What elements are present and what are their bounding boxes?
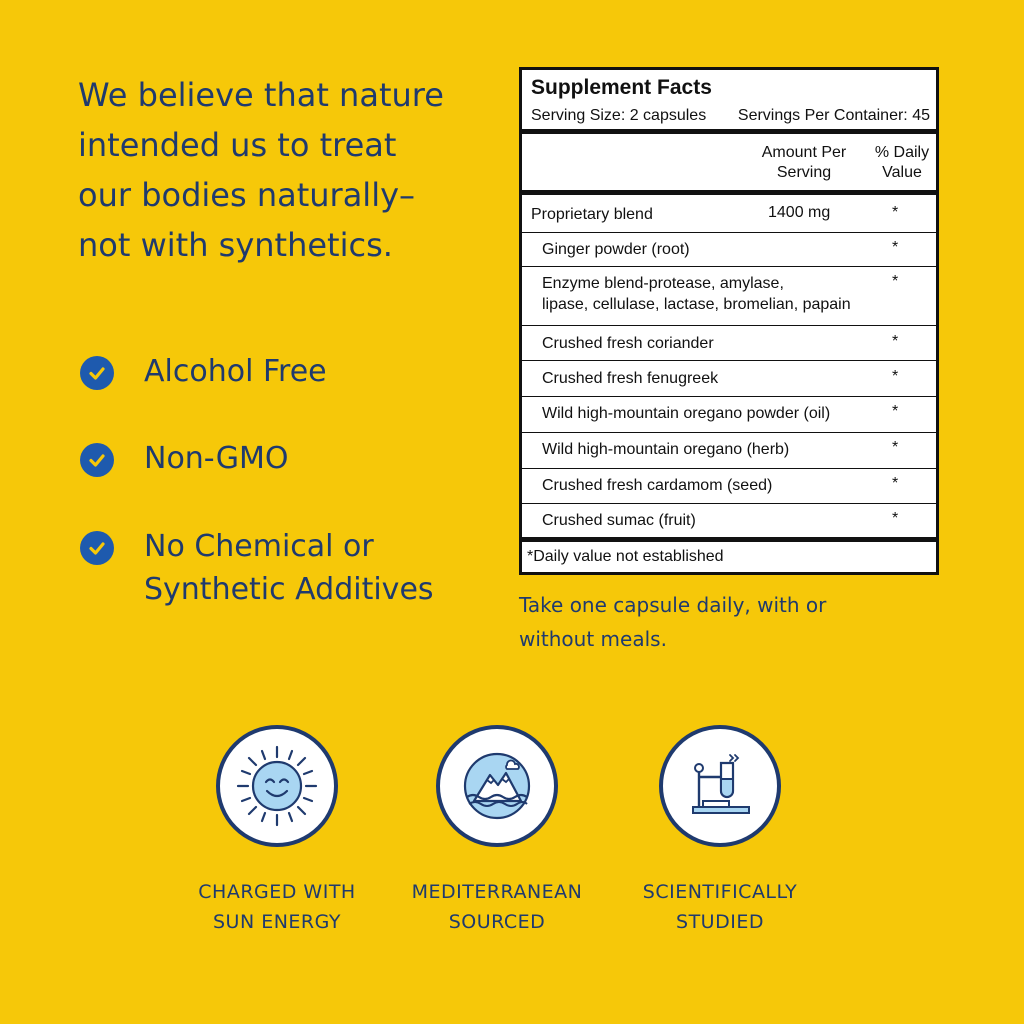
- ingredient-name-line: Enzyme blend-protease, amylase,: [542, 275, 784, 292]
- ingredient-name: Wild high-mountain oregano powder (oil): [542, 405, 831, 422]
- ingredient-daily-value: *: [892, 403, 899, 420]
- facts-divider: [522, 396, 936, 397]
- facts-divider: [522, 432, 936, 433]
- badge-label: [177, 877, 377, 937]
- facts-divider: [522, 503, 936, 504]
- headline-line: We believe that nature: [78, 76, 444, 114]
- supplement-facts-panel: [519, 67, 939, 575]
- feature-label: [144, 525, 434, 611]
- badge-label: [397, 877, 597, 937]
- feature-label-line: Non-GMO: [144, 441, 289, 476]
- badge-sun-energy: [177, 725, 377, 937]
- ingredient-name: Crushed fresh cardamom (seed): [542, 477, 773, 494]
- badge-mediterranean: [397, 725, 597, 937]
- ingredient-daily-value: *: [892, 439, 899, 456]
- headline-line: not with synthetics.: [78, 226, 393, 264]
- badge-label-line: SCIENTIFICALLY: [642, 881, 798, 903]
- ingredient-name: Wild high-mountain oregano (herb): [542, 441, 790, 458]
- badge-label-line: STUDIED: [676, 911, 764, 933]
- ingredient-daily-value: *: [892, 475, 899, 492]
- column-header-line: Amount Per: [761, 144, 847, 161]
- column-header-line: Serving: [776, 164, 832, 181]
- feature-label-line: Alcohol Free: [144, 354, 327, 389]
- headline-line: intended us to treat: [78, 126, 397, 164]
- ingredient-daily-value: *: [892, 510, 899, 527]
- column-header-line: % Daily: [874, 144, 930, 161]
- badge-label: [620, 877, 820, 937]
- check-circle-icon: [80, 443, 114, 477]
- feature-alcohol-free: [80, 350, 327, 393]
- column-header-daily-value: [862, 143, 942, 183]
- badge-circle: [436, 725, 558, 847]
- feature-label-line: No Chemical or: [144, 529, 374, 564]
- feature-label-line: Synthetic Additives: [144, 572, 434, 607]
- badge-label-line: CHARGED WITH: [198, 881, 356, 903]
- ingredient-daily-value: *: [892, 273, 899, 290]
- facts-divider-thick: [522, 129, 936, 134]
- facts-divider: [522, 325, 936, 326]
- directions: [519, 588, 939, 656]
- facts-divider: [522, 266, 936, 267]
- column-header-line: Value: [882, 164, 922, 181]
- feature-no-additives: [80, 525, 434, 611]
- badge-scientifically-studied: [620, 725, 820, 937]
- facts-divider: [522, 232, 936, 233]
- feature-non-gmo: [80, 437, 288, 480]
- facts-serving-info: [531, 107, 930, 125]
- headline: [78, 70, 478, 270]
- facts-title: Supplement Facts: [531, 76, 712, 99]
- test-tube-lab-icon: [675, 741, 765, 831]
- ingredient-name: Crushed fresh fenugreek: [542, 370, 719, 387]
- ingredient-name: Ginger powder (root): [542, 241, 690, 258]
- feature-label: [144, 437, 288, 480]
- directions-line: Take one capsule daily, with or: [519, 593, 827, 617]
- ingredient-daily-value: *: [892, 239, 899, 256]
- smiling-sun-icon: [232, 741, 322, 831]
- facts-divider-thick: [522, 537, 936, 542]
- check-circle-icon: [80, 356, 114, 390]
- facts-footnote: *Daily value not established: [527, 548, 724, 565]
- ingredient-daily-value: *: [892, 333, 899, 350]
- check-circle-icon: [80, 531, 114, 565]
- facts-divider: [522, 468, 936, 469]
- ingredient-name: Crushed fresh coriander: [542, 335, 714, 352]
- facts-divider-thick: [522, 190, 936, 195]
- ingredient-name: Proprietary blend: [531, 206, 653, 223]
- badge-circle: [216, 725, 338, 847]
- facts-divider: [522, 360, 936, 361]
- serving-size: Serving Size: 2 capsules: [531, 107, 707, 124]
- ingredient-daily-value: *: [892, 204, 899, 221]
- servings-per-container: Servings Per Container: 45: [737, 107, 930, 124]
- ingredient-daily-value: *: [892, 368, 899, 385]
- feature-label: [144, 350, 327, 393]
- mountain-sea-icon: [452, 741, 542, 831]
- directions-line: without meals.: [519, 627, 667, 651]
- headline-line: our bodies naturally–: [78, 176, 416, 214]
- ingredient-name: [542, 273, 851, 315]
- ingredient-name: Crushed sumac (fruit): [542, 512, 696, 529]
- ingredient-amount: 1400 mg: [768, 204, 831, 221]
- badge-label-line: SOURCED: [448, 911, 546, 933]
- badge-circle: [659, 725, 781, 847]
- badge-label-line: SUN ENERGY: [212, 911, 342, 933]
- ingredient-name-line: lipase, cellulase, lactase, bromelian, papain: [542, 296, 851, 313]
- badge-label-line: MEDITERRANEAN: [411, 881, 583, 903]
- column-header-amount: [754, 143, 854, 183]
